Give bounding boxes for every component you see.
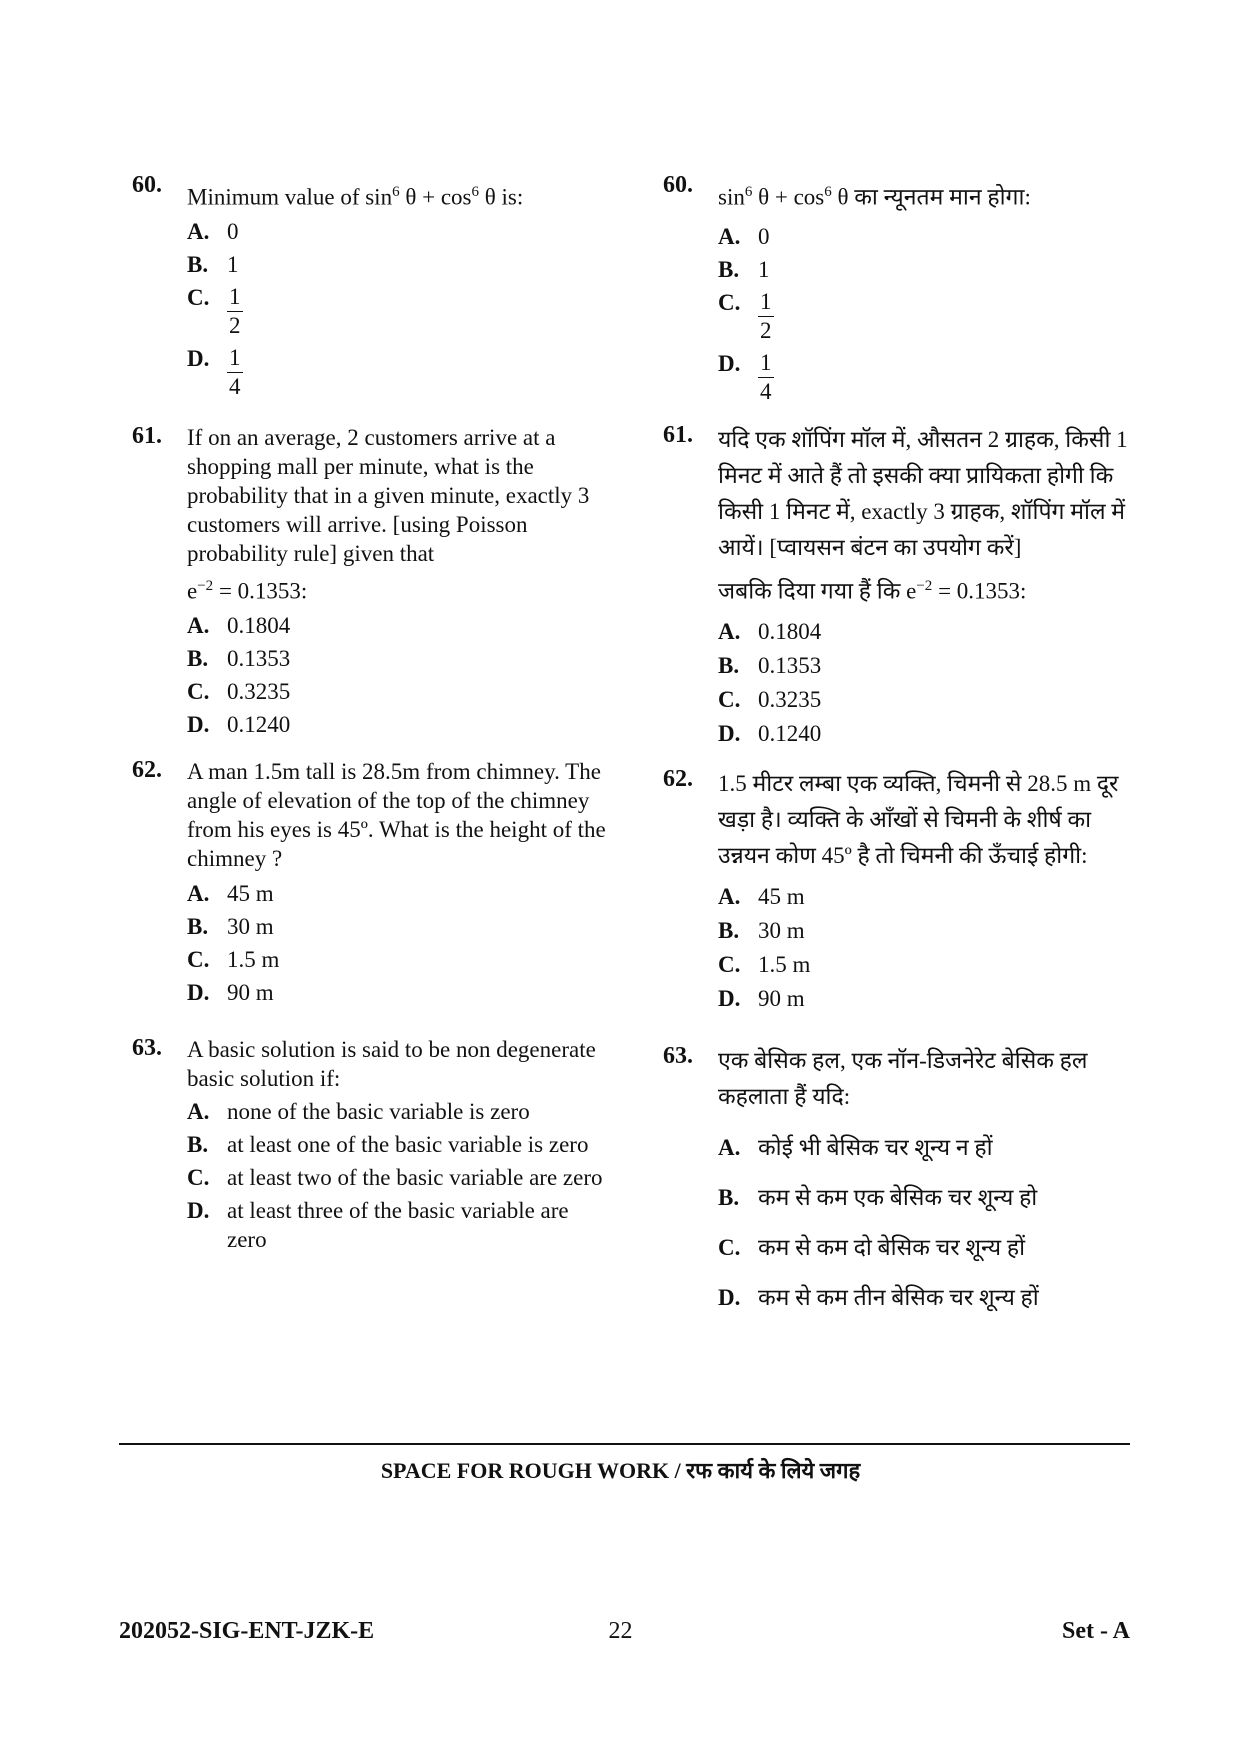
question-60-hindi bbox=[663, 172, 1133, 406]
fraction: $\frac{1}{4}$ bbox=[760, 349, 772, 404]
page-number: 22 bbox=[608, 1618, 633, 1644]
question-60 bbox=[132, 172, 612, 401]
question-text: यदि एक शॉपिंग मॉल में, औसतन 2 ग्राहक, किसी 1 मिनट में आते हैं तो इसकी क्या प्रायिकता होगी कि किसी 1 मिनट में, exactly 3 ग्राहक, शॉपिंग मॉल में आयें। [प्वायसन बंटन का उपयोग करें] bbox=[718, 426, 1128, 560]
rough-work-divider bbox=[119, 1443, 1130, 1445]
fraction: $\frac{1}{2}$ bbox=[229, 283, 241, 338]
given-formula: जबकि दिया गया हैं कि $e^{-2} = 0.1353$: bbox=[718, 577, 1027, 604]
option-a: A. 45 m bbox=[718, 884, 805, 910]
option-c: C. $\frac{1}{2}$ bbox=[718, 288, 772, 343]
question-number: 62. bbox=[663, 766, 693, 793]
question-61 bbox=[132, 423, 612, 740]
question-number: 60. bbox=[132, 172, 162, 198]
option-a: A. none of the basic variable is zero bbox=[187, 1099, 530, 1125]
option-a: A. कोई भी बेसिक चर शून्य न हों bbox=[718, 1135, 993, 1161]
option-b: B. 30 m bbox=[718, 918, 805, 944]
option-d: D. $\frac{1}{4}$ bbox=[718, 349, 772, 404]
option-c: C. 1.5 m bbox=[718, 952, 811, 978]
option-b: B. 1 bbox=[718, 256, 770, 282]
paper-code: 202052-SIG-ENT-JZK-E bbox=[119, 1618, 375, 1644]
rough-work-heading: SPACE FOR ROUGH WORK / रफ कार्य के लिये जगह bbox=[380, 1458, 861, 1483]
question-text: A basic solution is said to be non degenerate basic solution if: bbox=[187, 1037, 596, 1092]
option-a: A. 0.1804 bbox=[718, 619, 822, 645]
question-text: $\sin^6 \theta + \cos^6 \theta$ का न्यूनतम मान होगा: bbox=[718, 184, 1031, 210]
question-number: 63. bbox=[663, 1043, 693, 1070]
option-b: B. 0.1353 bbox=[187, 646, 291, 672]
question-number: 60. bbox=[663, 172, 693, 198]
question-number: 61. bbox=[663, 421, 693, 448]
question-number: 63. bbox=[132, 1035, 162, 1062]
option-a: A. 0 bbox=[718, 223, 770, 249]
question-61-hindi bbox=[663, 422, 1133, 749]
option-d: D. 0.1240 bbox=[718, 721, 822, 747]
option-c: C. कम से कम दो बेसिक चर शून्य हों bbox=[718, 1235, 1026, 1261]
question-63-hindi bbox=[663, 1043, 1133, 1312]
option-d: D. 90 m bbox=[718, 986, 805, 1012]
option-d: D. 90 m bbox=[187, 980, 274, 1006]
question-number: 62. bbox=[132, 757, 162, 784]
option-b: B. कम से कम एक बेसिक चर शून्य हो bbox=[718, 1185, 1038, 1211]
question-63 bbox=[132, 1035, 612, 1254]
option-c: C. 1.5 m bbox=[187, 947, 280, 973]
fraction: $\frac{1}{2}$ bbox=[760, 288, 772, 343]
option-c: C. 0.3235 bbox=[718, 687, 822, 713]
set-label: Set - A bbox=[1062, 1618, 1130, 1644]
option-c: C. 0.3235 bbox=[187, 679, 291, 705]
option-b: B. 1 bbox=[187, 251, 239, 277]
question-62-hindi bbox=[663, 766, 1133, 1013]
hindi-column bbox=[663, 172, 1133, 1312]
option-b: B. at least one of the basic variable is zero bbox=[187, 1132, 589, 1158]
option-b: B. 0.1353 bbox=[718, 653, 822, 679]
question-text: If on an average, 2 customers arrive at a shopping mall per minute, what is the probability that in a given minute, exactly 3 customers will arrive. [using Poisson probability rule] given that bbox=[187, 424, 590, 566]
option-d: D. कम से कम तीन बेसिक चर शून्य हों bbox=[718, 1285, 1039, 1311]
option-c: C. $\frac{1}{2}$ bbox=[187, 283, 241, 338]
option-d: D. at least three of the basic variable are zero bbox=[187, 1198, 569, 1253]
question-text: एक बेसिक हल, एक नॉन-डिजनेरेट बेसिक हल कहलाता हैं यदि: bbox=[718, 1048, 1088, 1110]
english-column bbox=[132, 172, 612, 1254]
given-formula: $e^{-2} = 0.1353$: bbox=[187, 577, 308, 604]
question-text: 1.5 मीटर लम्बा एक व्यक्ति, चिमनी से 28.5 m दूर खड़ा है। व्यक्ति के आँखों से चिमनी के शीर्ष का उन्नयन कोण 45º है तो चिमनी की ऊँचाई होगी: bbox=[718, 771, 1119, 869]
option-d: D. $\frac{1}{4}$ bbox=[187, 344, 241, 399]
option-a: A. 45 m bbox=[187, 881, 274, 907]
question-text: A man 1.5m tall is 28.5m from chimney. The angle of elevation of the top of the chimney from his eyes is 45º. What is the height of the chimney ? bbox=[187, 759, 606, 872]
option-d: D. 0.1240 bbox=[187, 712, 291, 738]
option-a: A. 0 bbox=[187, 218, 239, 244]
fraction: $\frac{1}{4}$ bbox=[229, 344, 241, 399]
option-a: A. 0.1804 bbox=[187, 613, 291, 639]
option-c: C. at least two of the basic variable are zero bbox=[187, 1165, 603, 1191]
question-62 bbox=[132, 757, 612, 1007]
question-text: Minimum value of $\sin^6 \theta + \cos^6 \theta$ is: bbox=[187, 184, 524, 210]
option-b: B. 30 m bbox=[187, 914, 274, 940]
question-number: 61. bbox=[132, 422, 162, 449]
